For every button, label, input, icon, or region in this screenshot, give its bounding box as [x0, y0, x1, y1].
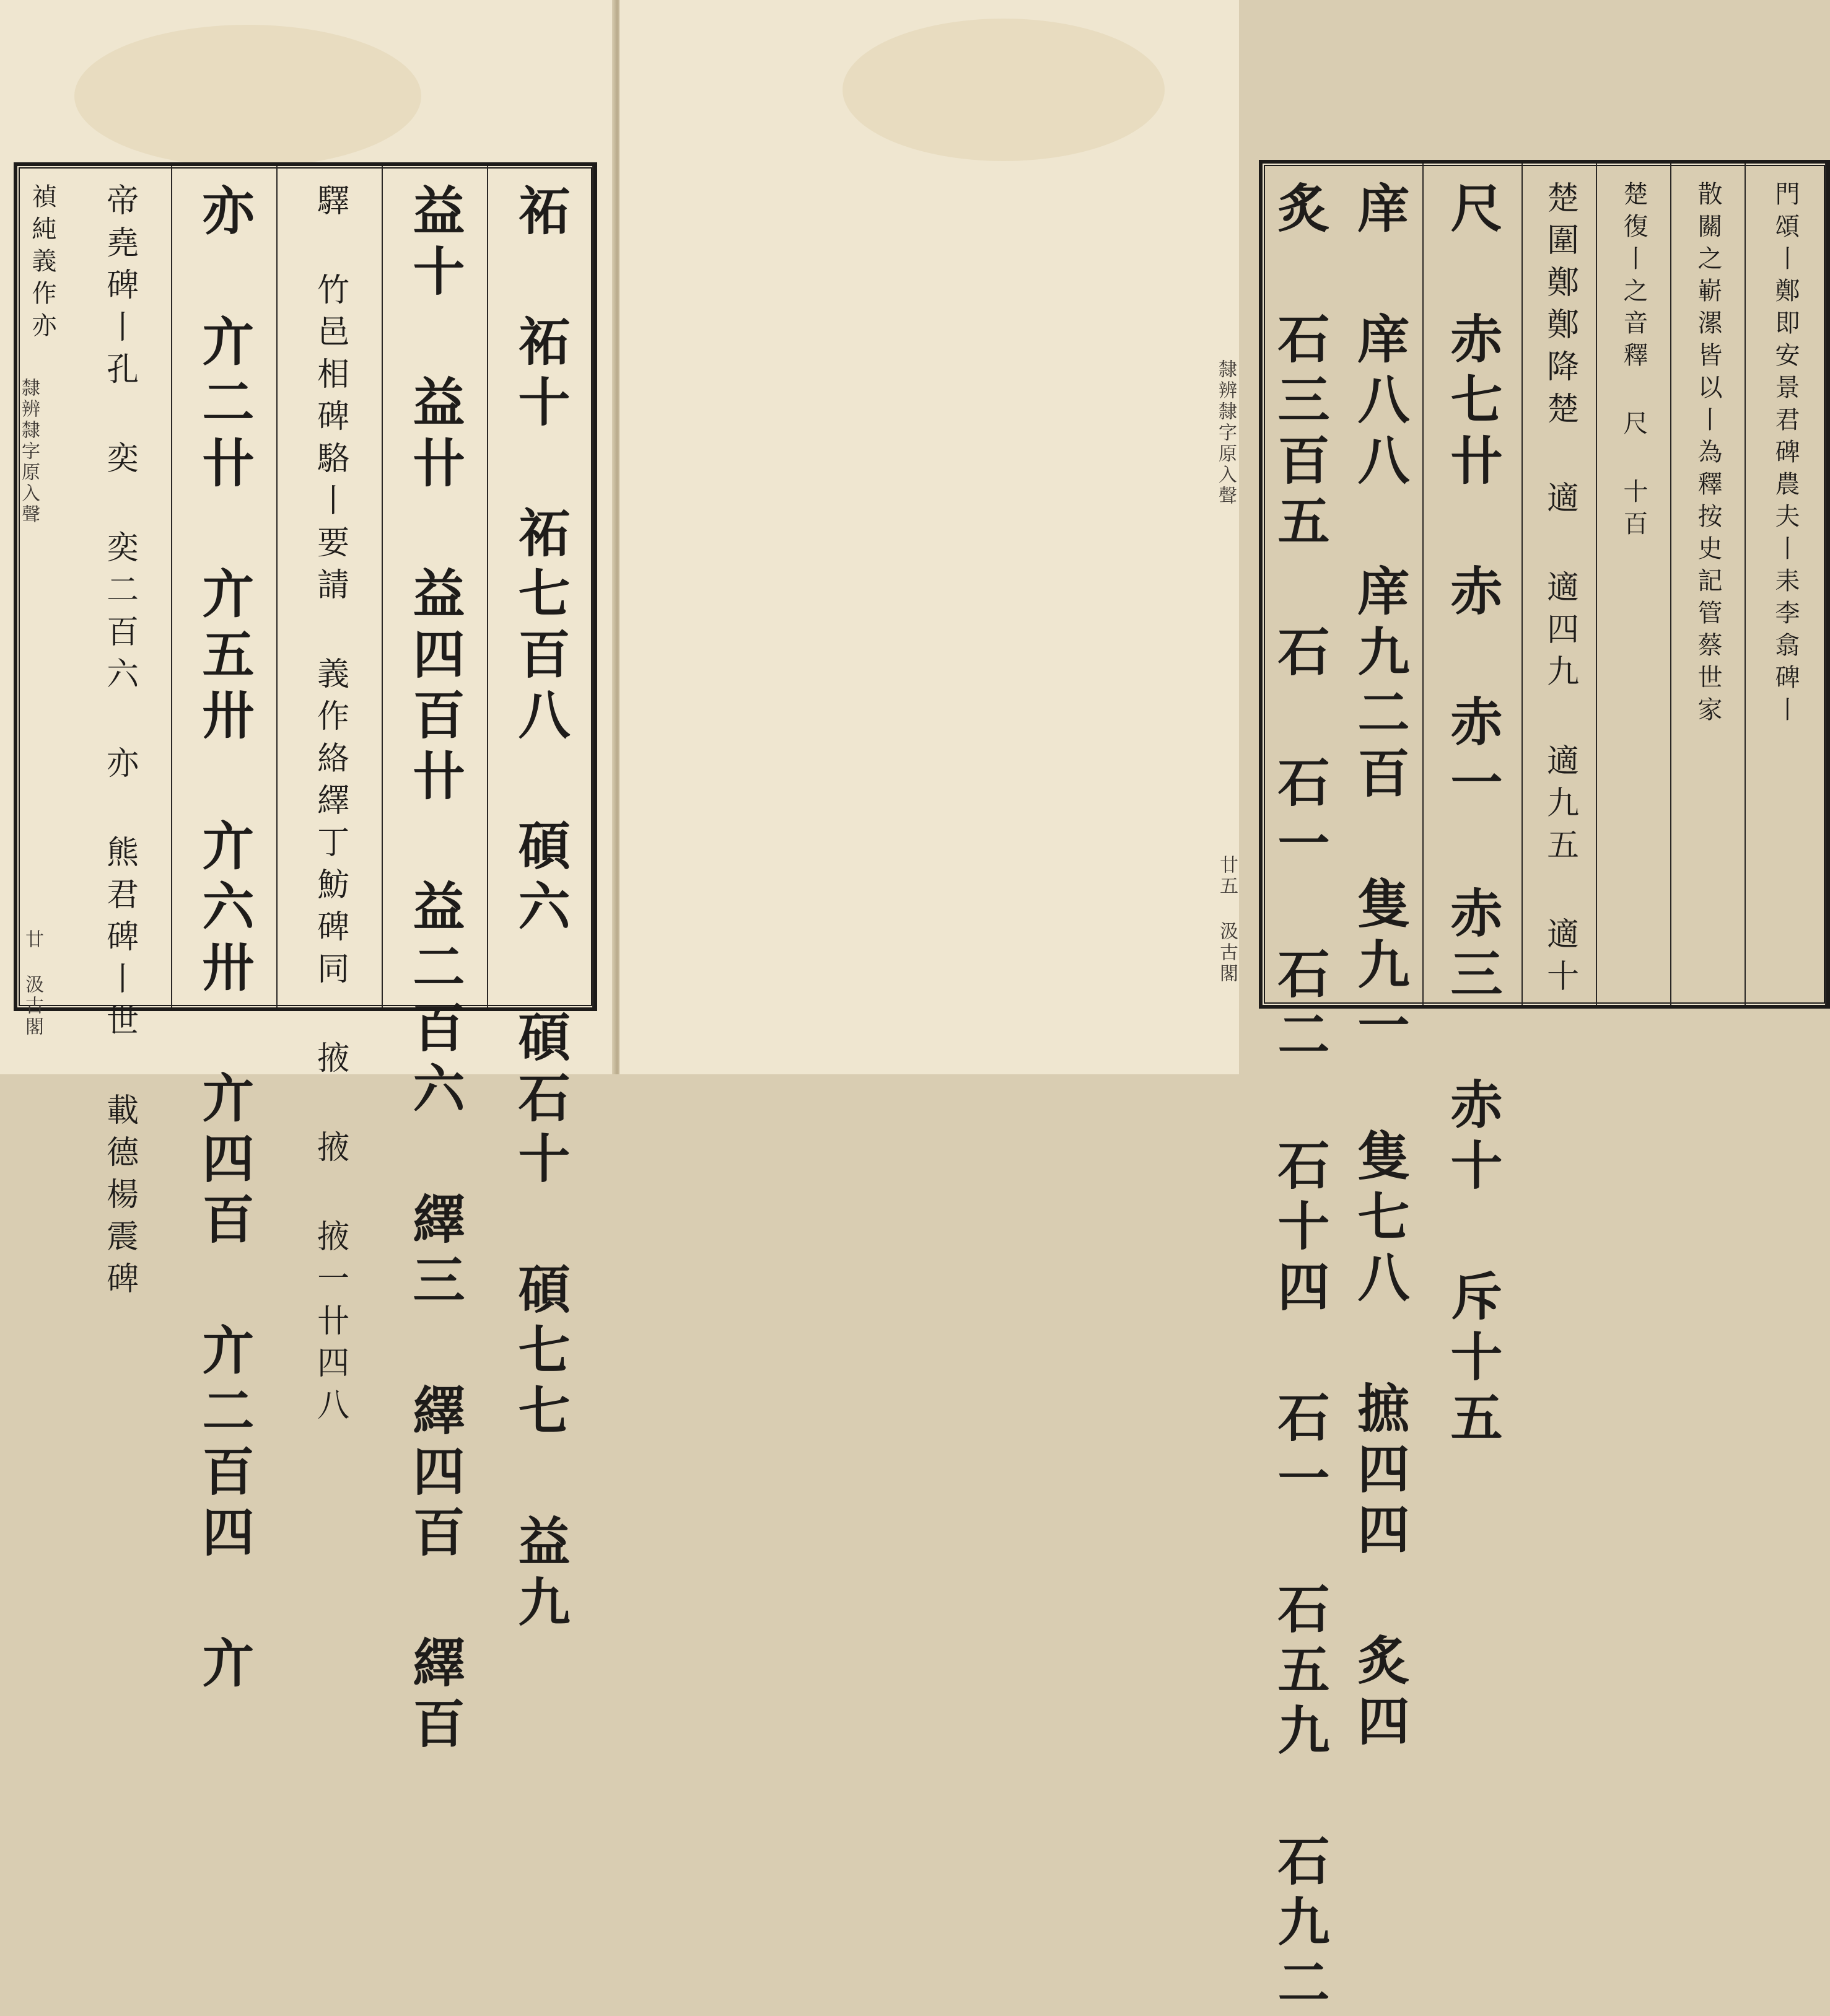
right-column-1-text: 門頌丨鄭即安景君碑農夫丨耒李翕碑丨 [1771, 181, 1800, 729]
left-column-1 [488, 166, 593, 1636]
right-column-6-text: 庠 庠八八 庠九二百 隻九一 隻七八 摭四四 炙四 [1349, 181, 1411, 1755]
right-column-3-text: 楚復丨之音釋 尺 十百 [1619, 181, 1648, 543]
left-margin-bottom: 廿 汲古閣 [22, 929, 43, 1038]
left-column-6 [17, 166, 67, 1007]
left-column-2-text: 益十 益卄 益四百卄 益二百六 繹三 繹四百 繹百 [405, 183, 466, 1757]
right-column-4 [1523, 164, 1597, 1005]
right-column-7 [1263, 164, 1337, 2016]
right-column-5 [1424, 164, 1523, 1451]
right-column-5-text: 尺 赤七卄 赤 赤一 赤三 赤十 斥十五 [1442, 181, 1504, 1451]
left-page-frame [14, 162, 597, 1757]
left-column-3-text: 驛 竹邑相碑駱丨要請 義作絡繹丁魴碑同 掖 掖 掖一卄四八 [311, 183, 349, 1430]
left-column-4-text: 亦 亣二卄 亣五卅 亣六卅 亣四百 亣二百四 亣 [194, 183, 255, 1696]
left-margin-title: 隸辨隸字原入聲 [18, 378, 40, 525]
left-column-5 [67, 166, 172, 1304]
left-column-5-text: 帝堯碑丨孔 奕 奕二百六 亦 熊君碑丨世 載德楊震碑 [100, 183, 138, 1304]
right-page [619, 0, 1800, 2016]
right-page-frame [1259, 160, 1830, 2016]
right-column-1 [1746, 164, 1826, 1005]
left-column-3 [278, 166, 383, 1430]
left-column-6-text: 禎純義作亦 [28, 183, 56, 344]
right-margin-bottom: 廿五 汲古閣 [1216, 855, 1238, 984]
left-column-1-text: 祏 祏十 祏七百八 碩六 碩石十 碩七七 益九 [510, 183, 571, 1636]
right-column-2 [1671, 164, 1746, 1005]
right-column-7-text: 炙 石三百五 石 石一 石二 石十四 石一 石五九 石九二 [1269, 181, 1331, 2016]
water-stain [843, 19, 1165, 161]
right-margin-title: 隸辨隸字原入聲 [1215, 359, 1237, 507]
right-column-6 [1337, 164, 1424, 1755]
left-column-2 [383, 166, 488, 1757]
right-column-4-text: 楚圍鄭鄭降楚 適 適四九 適九五 適十 [1541, 181, 1578, 1001]
right-column-2-text: 散關之嶄漯皆以丨為釋按史記管蔡世家 [1694, 181, 1722, 729]
right-column-3 [1597, 164, 1671, 1005]
left-column-4 [172, 166, 278, 1696]
left-page [0, 0, 615, 1757]
water-stain [74, 25, 421, 167]
